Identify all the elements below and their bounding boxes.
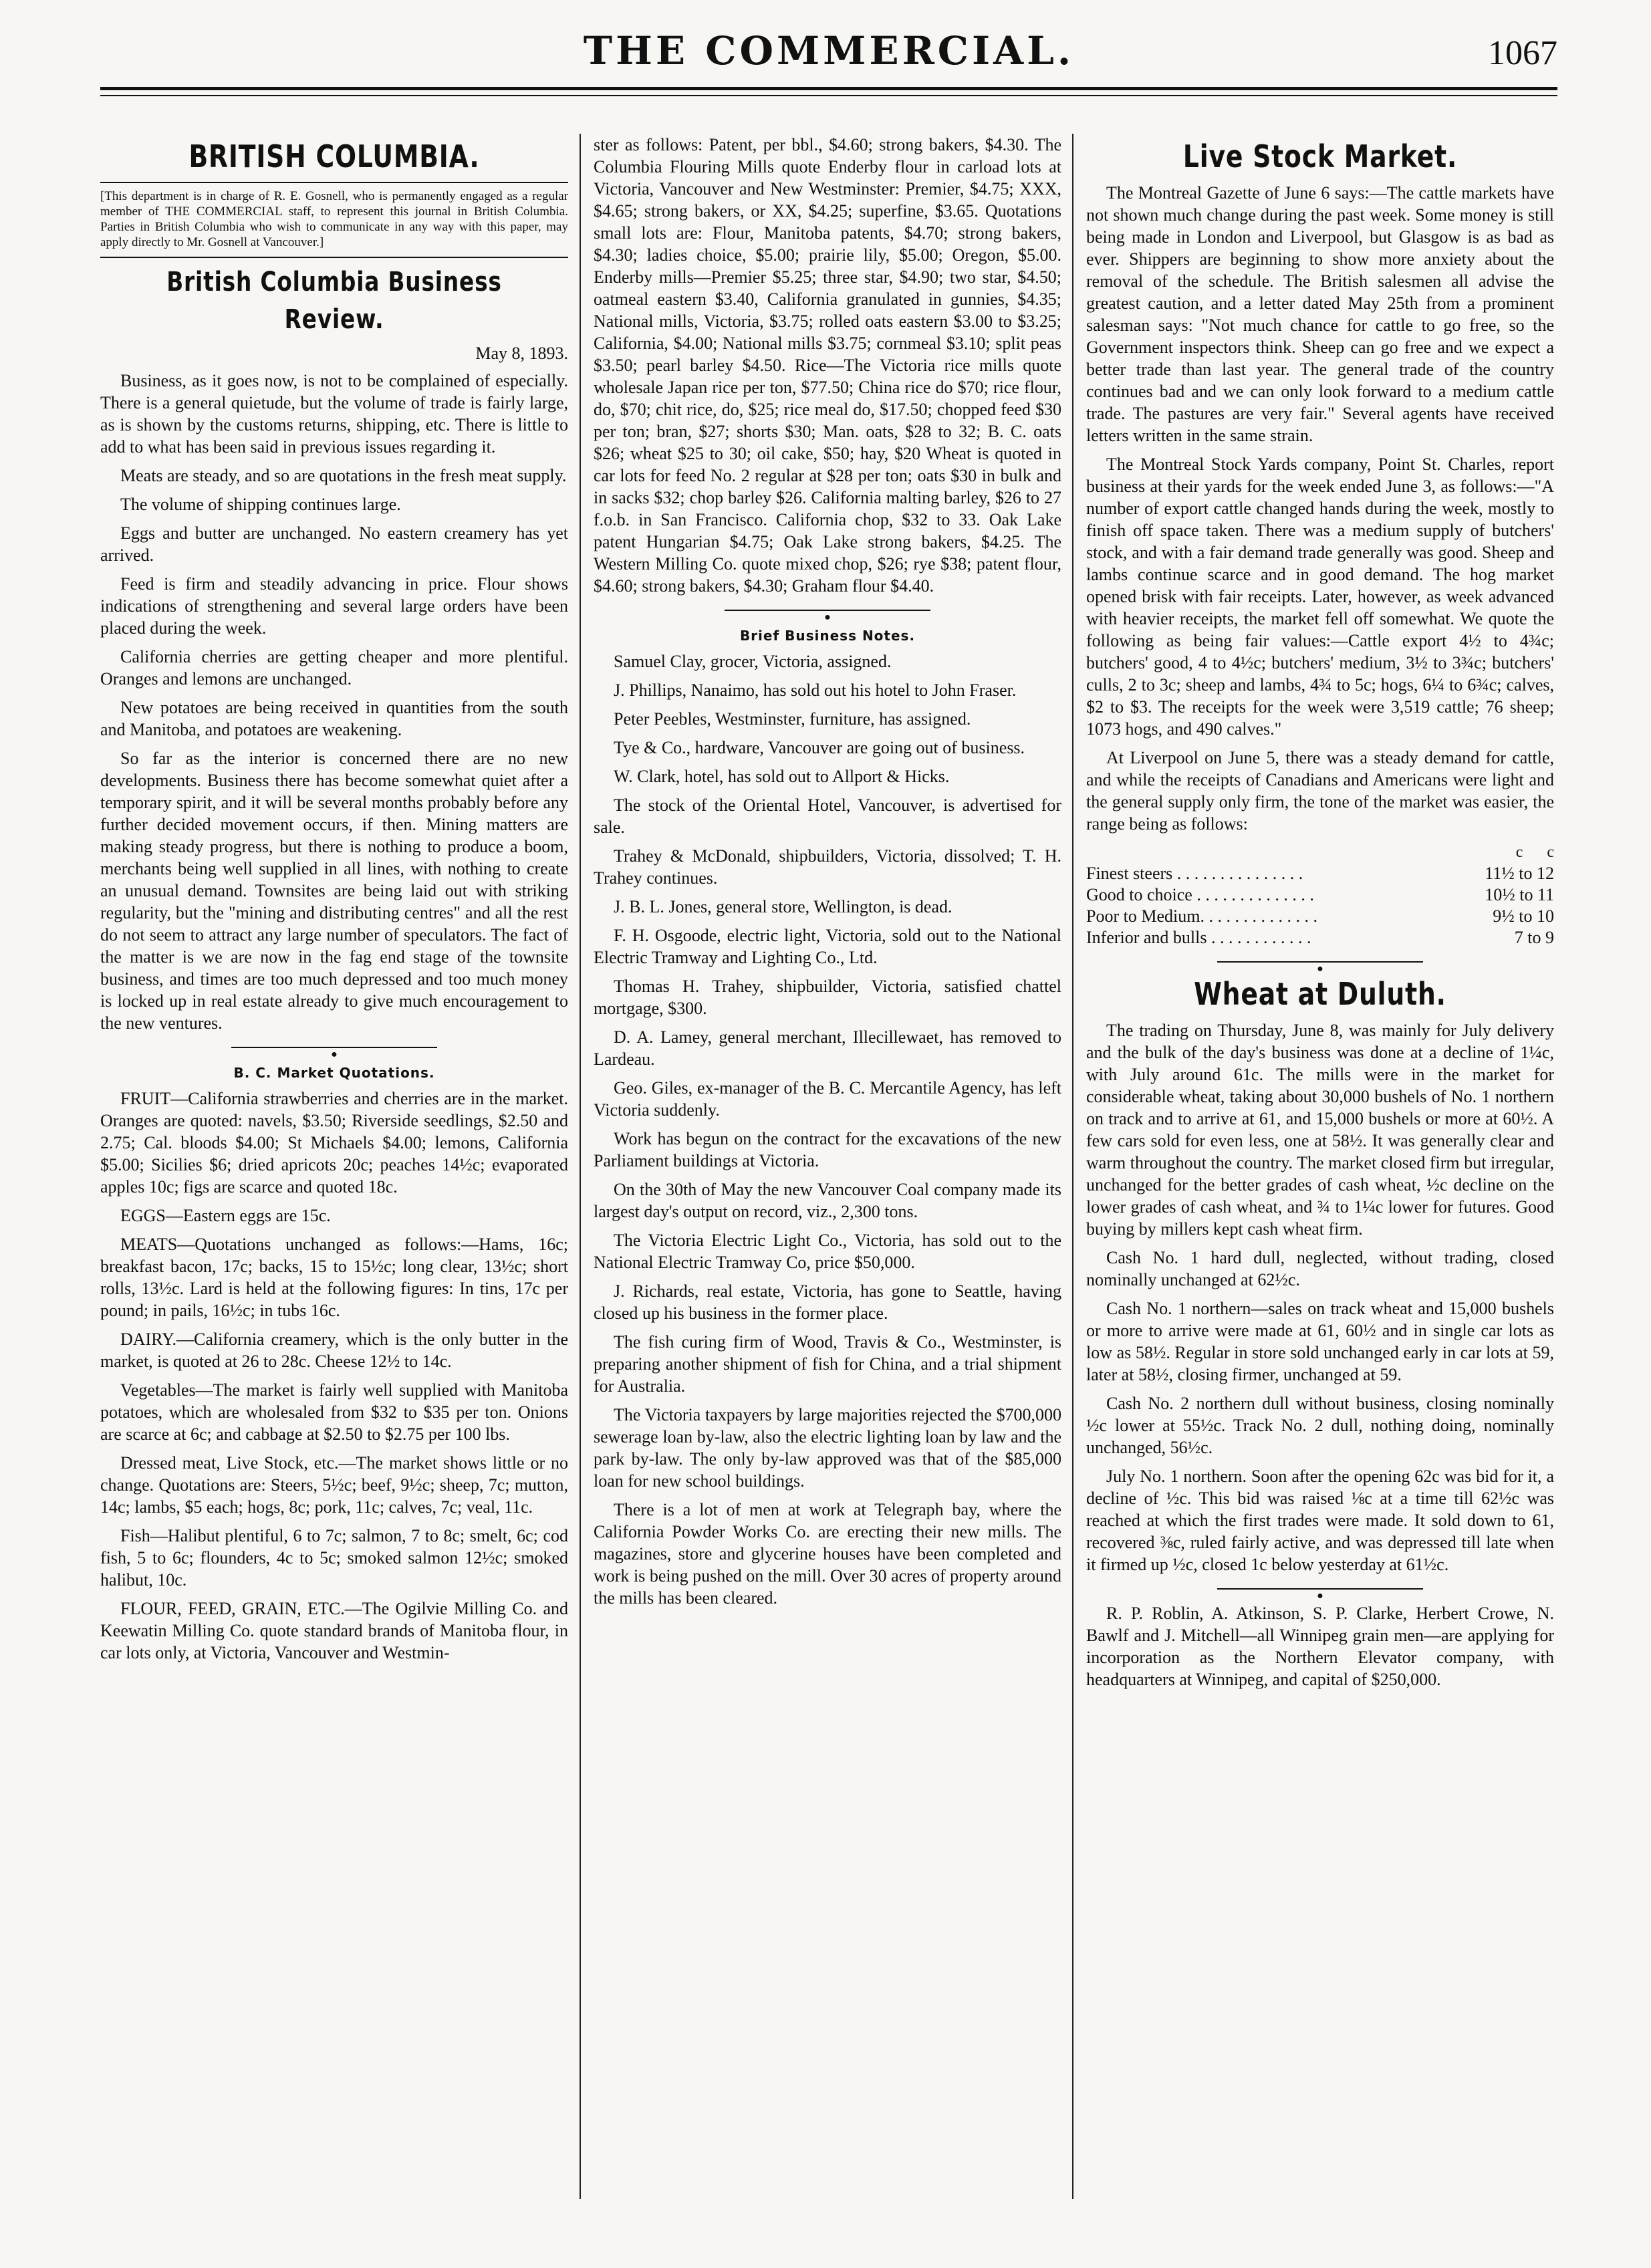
brief-note: Peter Peebles, Westminster, furniture, has assigned. [614, 709, 971, 729]
paragraph: Cash No. 1 hard dull, neglected, without trading, closed nominally unchanged at 62½c. [1086, 1248, 1554, 1289]
paragraph: California cherries are getting cheaper and more plentiful. Oranges and lemons are unchanged. [100, 647, 568, 688]
brief-note: Thomas H. Trahey, shipbuilder, Victoria, satisfied chattel mortgage, $300. [594, 977, 1061, 1018]
price-row [1086, 884, 1554, 906]
divider [100, 257, 568, 258]
paragraph: Dressed meat, Live Stock, etc.—The market shows little or no change. Quotations are: Steers, 5½c; beef, 9½c; sheep, 7c; mutton, 14c; lambs, $5 each; hogs, 8c; pork, 11c; calves, 7c; veal, 11c. [100, 1453, 568, 1517]
price-label: Inferior and bulls . . . . . . . . . . . . [1086, 928, 1311, 947]
brief-note: J. B. L. Jones, general store, Wellington, is dead. [614, 897, 952, 916]
brief-note: The Victoria taxpayers by large majorities rejected the $700,000 sewerage loan by-law, also the electric lighting loan by law and the park by-law. The only by-law approved was that of the $85,000 loan for new school buildings. [594, 1405, 1061, 1491]
price-label: Good to choice . . . . . . . . . . . . . . [1086, 885, 1314, 904]
subheading-brief-notes: Brief Business Notes. [739, 628, 916, 644]
paragraph: The volume of shipping continues large. [120, 495, 401, 514]
paragraph: ster as follows: Patent, per bbl., $4.60; strong bakers, $4.30. The Columbia Flouring Mills quote Enderby flour in carload lots at Victoria, Vancouver and New Westminster: Premier, $4.75; XXX, $4.65; strong bakers, or XX, $4.25; superfine, $3.65. Quotations small lots are: Flour, Manitoba patents, $4.70; strong bakers, $4.30; ladies choice, $5.00; prairie lily, $5.00; Oregon, $5.00. Enderby mills—Premier $5.25; three star, $4.90; two star, $4.50; oatmeal eastern $3.40, California granulated in gunnies, $4.35; National mills, Victoria, $3.75; rolled oats eastern $3.00 to $3.25; California, $4.00; National mills $3.75; cornmeal $3.10; split peas $3.50; pearl barley $4.50. Rice—The Victoria rice mills quote wholesale Japan rice per ton, $77.50; China rice do $70; rice flour, do, $70; chit rice, do, $25; rice meal do, $17.50; chopped feed $30 per ton; bran, $27; shorts $30; Man. oats, $28 to 32; B. C. oats $26; wheat $25 to 30; oil cake, $50; hay, $20 Wheat is quoted in car lots for feed No. 2 regular at $28 per ton; oats $30 in bulk and in sacks $32; chop barley $26. California malting barley, $26 to 27 f.o.b. in San Francisco. California chop, $32 to 33. Oak Lake patent Hungarian $4.75; Oak Lake strong bakers, $4.25. The Western Milling Co. quote mixed chop, $26; rye $38; patent flour, $4.60; strong bakers, $4.30; Graham flour $4.40. [594, 135, 1061, 596]
paragraph: Vegetables—The market is fairly well supplied with Manitoba potatoes, which are wholesaled from $32 to $35 per ton. Onions are scarce at 6c; and cabbage at $2.50 to $2.75 per 100 lbs. [100, 1380, 568, 1444]
brief-note: W. Clark, hotel, has sold out to Allport & Hicks. [614, 767, 950, 786]
brief-note: The stock of the Oriental Hotel, Vancouver, is advertised for sale. [594, 795, 1061, 837]
article-title-wheat-duluth: Wheat at Duluth. [1194, 976, 1446, 1012]
brief-note: The fish curing firm of Wood, Travis & Co., Westminster, is preparing another shipment of fish for China, and a trial shipment for Australia. [594, 1332, 1061, 1396]
column-divider [1072, 134, 1073, 2199]
price-table-header [1086, 842, 1554, 863]
paragraph: So far as the interior is concerned there are no new developments. Business there has become somewhat quiet after a temporary spirit, and it will be several months probably before any further decided movement occurs, if then. Mining matters are making steady progress, but there is nothing to produce a boom, merchants being well supplied in all lines, with nothing to create an unusual demand. Townsites are being laid out with striking regularity, but the "mining and distributing centres" and all the rest do not seem to attract any large number of speculators. The fact of the matter is we are now in the fag end stage of the townsite business, and times are too much depressed and too much money is locked up in real estate already to give much encouragement to the new ventures. [100, 749, 568, 1033]
price-row [1086, 927, 1554, 949]
ornamental-rule: ● [594, 604, 1061, 617]
paragraph: EGGS—Eastern eggs are 15c. [120, 1206, 331, 1225]
price-row [1086, 863, 1554, 884]
column-divider [580, 134, 581, 2199]
brief-note: Samuel Clay, grocer, Victoria, assigned. [614, 652, 892, 671]
column-2 [594, 134, 1061, 2239]
newspaper-title: THE COMMERCIAL. [583, 28, 1075, 74]
ornamental-rule: ● [1086, 955, 1554, 969]
paragraph: DAIRY.—California creamery, which is the only butter in the market, is quoted at 26 to 28c. Cheese 12½ to 14c. [100, 1330, 568, 1371]
masthead-rule [100, 87, 1557, 90]
price-value: 10½ to 11 [1485, 885, 1554, 904]
paragraph: The trading on Thursday, June 8, was mainly for July delivery and the bulk of the day's business was done at a decline of 1¼c, with July around 61c. The mills were in the market for considerable wheat, taking about 30,000 bushels of No. 1 northern on track and to arrive at 61, and 15,000 bushels or more at 60½. A few cars sold for even less, one at 58½. It was generally clear and warm throughout the country. The market closed firm but irregular, unchanged for the better grades of cash wheat, ½c decline on the lower grades of cash wheat, and ¾ to 1¼c lower for futures. Good buying by millers kept cash wheat firm. [1086, 1021, 1554, 1239]
dateline: May 8, 1893. [475, 344, 568, 363]
price-label: Finest steers . . . . . . . . . . . . . . . [1086, 864, 1303, 883]
price-label: Poor to Medium. . . . . . . . . . . . . . [1086, 906, 1317, 926]
brief-note: The Victoria Electric Light Co., Victoria, has sold out to the National Electric Tramway Co, price $50,000. [594, 1231, 1061, 1272]
paragraph: New potatoes are being received in quantities from the south and Manitoba, and potatoes are weakening. [100, 698, 568, 739]
article-title-live-stock: Live Stock Market. [1182, 138, 1458, 174]
price-value: 11½ to 12 [1485, 864, 1554, 883]
paragraph: July No. 1 northern. Soon after the opening 62c was bid for it, a decline of ½c. This bid was raised ⅛c at a time till 62½c was reached at which the first trades were made. It sold down to 61, recovered ⅜c, ruled fairly active, and was depressed till late when it firmed up ½c, closed 1c below yesterday at 61½c. [1086, 1467, 1554, 1574]
masthead-rule-thin [100, 95, 1557, 96]
paragraph: Fish—Halibut plentiful, 6 to 7c; salmon, 7 to 8c; smelt, 6c; cod fish, 5 to 6c; flounders, 4c to 5c; smoked salmon 12½c; smoked halibut, 10c. [100, 1526, 568, 1590]
paragraph: R. P. Roblin, A. Atkinson, S. P. Clarke, Herbert Crowe, N. Bawlf and J. Mitchell—all Winnipeg grain men—are applying for incorporation as the Northern Elevator company, with headquarters at Winnipeg, and capital of $250,000. [1086, 1604, 1554, 1689]
paragraph: MEATS—Quotations unchanged as follows:—Hams, 16c; breakfast bacon, 17c; backs, 15 to 15½c; long clear, 13½c; short rolls, 13½c. Lard is held at the following figures: In tins, 17c per pound; in pails, 16½c; in tubs 16c. [100, 1235, 568, 1320]
brief-note: Tye & Co., hardware, Vancouver are going out of business. [614, 738, 1025, 757]
price-unit-header: c c [1515, 844, 1554, 861]
paragraph: Cash No. 2 northern dull without business, closing nominally ½c lower at 55½c. Track No. 2 dull, nothing doing, nominally unchanged, 56½c. [1086, 1394, 1554, 1457]
paragraph: At Liverpool on June 5, there was a steady demand for cattle, and while the receipts of Canadians and Americans were light and the general supply only firm, the tone of the market was easier, the range being as follows: [1086, 748, 1554, 834]
subheading-market-quotations: B. C. Market Quotations. [233, 1065, 435, 1081]
paragraph: The Montreal Gazette of June 6 says:—The cattle markets have not shown much change during the past week. Some money is still being made in London and Liverpool, but Glasgow is as bad as ever. Shippers are beginning to show more anxiety about the removal of the schedule. The British salesmen all advise the greatest caution, and a letter dated May 25th from a prominent salesman says: "Not much chance for cattle to go free, so the Government inspectors think. Sheep can go free and we expect a better trade than last year. The general trade of the country continues bad and we can only look forward to a medium cattle trade. The pastures are very fair." Several agents have received letters written in the same strain. [1086, 183, 1554, 445]
paragraph: Meats are steady, and so are quotations in the fresh meat supply. [120, 466, 567, 485]
brief-note: F. H. Osgoode, electric light, Victoria, sold out to the National Electric Tramway and Lighting Co., Ltd. [594, 926, 1061, 967]
brief-note: J. Richards, real estate, Victoria, has gone to Seattle, having closed up his business in the former place. [594, 1281, 1061, 1323]
paragraph: Business, as it goes now, is not to be complained of especially. There is a general quietude, but the volume of trade is fairly large, as is shown by the customs returns, shipping, etc. There is little to add to what has been said in previous issues regarding it. [100, 371, 568, 457]
divider [100, 182, 568, 183]
price-value: 9½ to 10 [1493, 906, 1554, 926]
column-3 [1086, 134, 1554, 2239]
paragraph: FRUIT—California strawberries and cherries are in the market. Oranges are quoted: navels, $3.50; Riverside seedlings, $2.50 and 2.75; Cal. bloods $4.00; St Michaels $4.00; lemons, California $5.00; Sicilies $6; dried apricots 20c; peaches 14½c; evaporated apples 10c; figs are scarce and quoted 18c. [100, 1089, 568, 1196]
page-number: 1067 [1488, 34, 1557, 72]
section-title-british-columbia: BRITISH COLUMBIA. [188, 138, 480, 174]
column-1 [100, 134, 568, 2239]
paragraph: The Montreal Stock Yards company, Point St. Charles, report business at their yards for the week ended June 3, as follows:—"A number of export cattle changed hands during the week, mostly to finish off space taken. There was a medium supply of butchers' stock, and with a fair demand trade generally was good. Sheep and lambs continue scarce and in good demand. The hog market opened brisk with fair receipts. Later, however, as week advanced with heavier receipts, the market fell off somewhat. We quote the following as being fair values:—Cattle export 4½ to 4¾c; butchers' good, 4 to 4½c; butchers' medium, 3½ to 3¾c; butchers' culls, 2 to 3c; sheep and lambs, 4¾ to 5c; hogs, 6¼ to 6¾c; calves, $2 to $3. The receipts for the week were 3,519 cattle; 76 sheep; 1073 hogs, and 490 calves." [1086, 455, 1554, 739]
brief-note: Trahey & McDonald, shipbuilders, Victoria, dissolved; T. H. Trahey continues. [594, 846, 1061, 888]
paragraph: Eggs and butter are unchanged. No eastern creamery has yet arrived. [100, 523, 568, 565]
brief-note: On the 30th of May the new Vancouver Coal company made its largest day's output on record, viz., 2,300 tons. [594, 1180, 1061, 1221]
price-value: 7 to 9 [1514, 928, 1554, 947]
editorial-note: [This department is in charge of R. E. Gosnell, who is permanently engaged as a regular member of THE COMMERCIAL staff, to represent this journal in British Columbia. Parties in British Columbia who wish to communicate in any way with this paper, may apply directly to Mr. Gosnell at Vancouver.] [100, 189, 568, 249]
brief-note: D. A. Lamey, general merchant, Illecillewaet, has removed to Lardeau. [594, 1027, 1061, 1069]
price-row [1086, 906, 1554, 927]
ornamental-rule: ● [100, 1041, 568, 1054]
brief-note: There is a lot of men at work at Telegraph bay, where the California Powder Works Co. are erecting their new mills. The magazines, store and glycerine houses have been completed and work is being pushed on the mill. Over 30 acres of property around the mills has been cleared. [594, 1500, 1061, 1608]
price-table [1086, 842, 1554, 949]
brief-note: J. Phillips, Nanaimo, has sold out his hotel to John Fraser. [614, 680, 1017, 700]
brief-note: Work has begun on the contract for the excavations of the new Parliament buildings at Victoria. [594, 1129, 1061, 1170]
paragraph: Feed is firm and steadily advancing in price. Flour shows indications of strengthening and several large orders have been placed during the week. [100, 574, 568, 638]
ornamental-rule: ● [1086, 1582, 1554, 1596]
article-title-business-review: British Columbia Business Review. [166, 267, 502, 335]
brief-note: Geo. Giles, ex-manager of the B. C. Mercantile Agency, has left Victoria suddenly. [594, 1078, 1061, 1120]
paragraph: FLOUR, FEED, GRAIN, ETC.—The Ogilvie Milling Co. and Keewatin Milling Co. quote standard brands of Manitoba flour, in car lots only, at Victoria, Vancouver and Westmin- [100, 1599, 568, 1662]
masthead [100, 19, 1557, 119]
paragraph: Cash No. 1 northern—sales on track wheat and 15,000 bushels or more to arrive were made at 61, 60½ and in single car lots as low as 58½. Regular in store sold unchanged early in car lots at 59, later at 58½, closing firmer, unchanged at 59. [1086, 1299, 1554, 1384]
